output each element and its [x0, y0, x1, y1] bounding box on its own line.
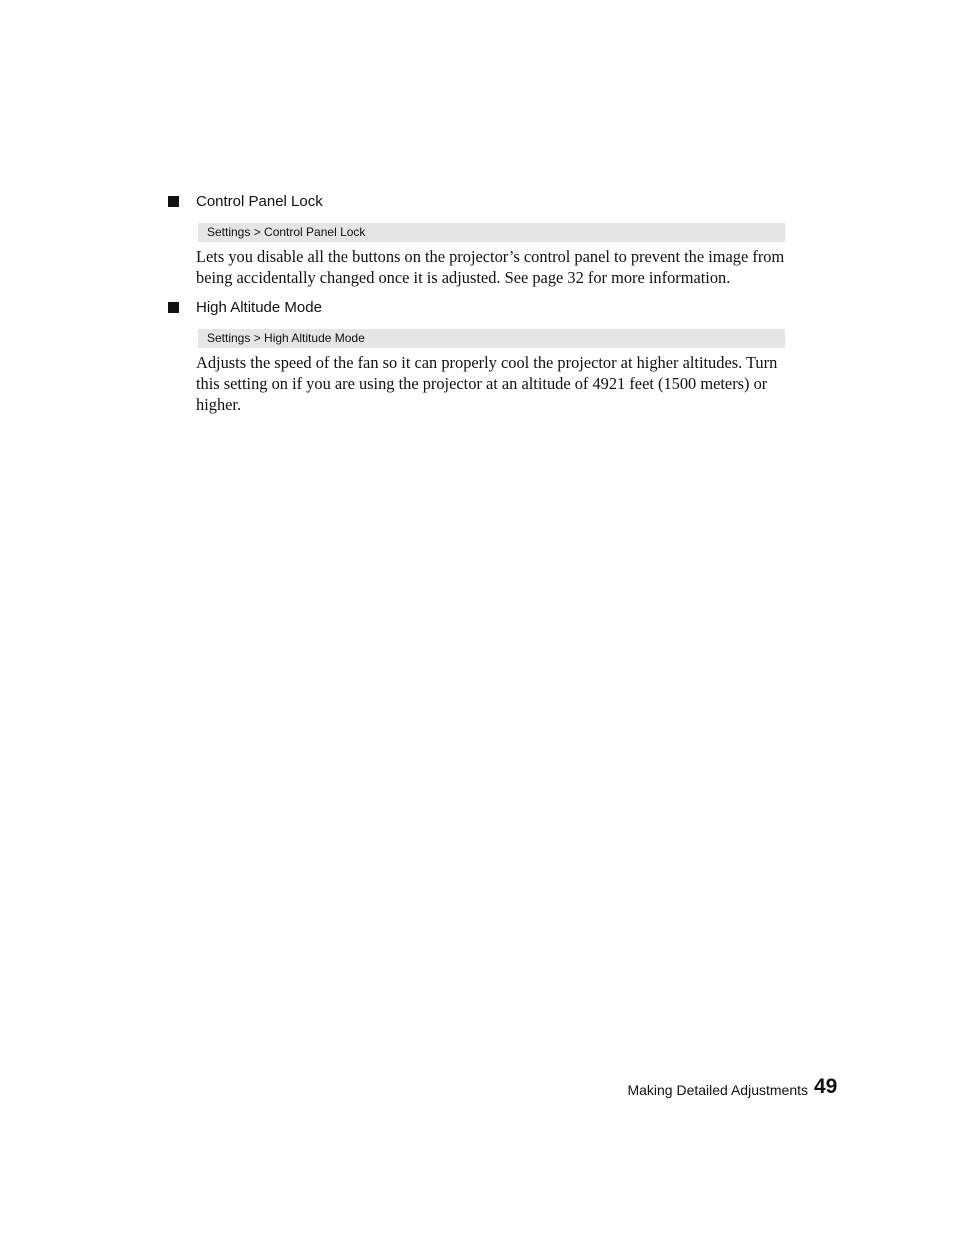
section-heading-control-panel-lock: Control Panel Lock: [196, 193, 323, 210]
menu-path-text: Settings > Control Panel Lock: [207, 225, 366, 239]
bullet-square-icon: [168, 196, 179, 207]
bullet-square-icon: [168, 302, 179, 313]
section-heading-high-altitude-mode: High Altitude Mode: [196, 299, 322, 316]
page-number: 49: [814, 1075, 838, 1098]
section-description-high-altitude-mode: Adjusts the speed of the fan so it can properly cool the projector at higher altitudes. Turn this setting on if you are using the projector at an altitude of 4921 feet (1500 meters) or higher.: [196, 353, 778, 414]
footer-chapter-title: Making Detailed Adjustments: [627, 1082, 808, 1098]
menu-path-bar-high-altitude-mode: [198, 329, 785, 348]
section-description-control-panel-lock: Lets you disable all the buttons on the projector’s control panel to prevent the image from being accidentally changed once it is adjusted. See page 32 for more information.: [196, 247, 785, 287]
menu-path-text: Settings > High Altitude Mode: [207, 331, 365, 345]
menu-path-bar-control-panel-lock: [198, 223, 785, 242]
